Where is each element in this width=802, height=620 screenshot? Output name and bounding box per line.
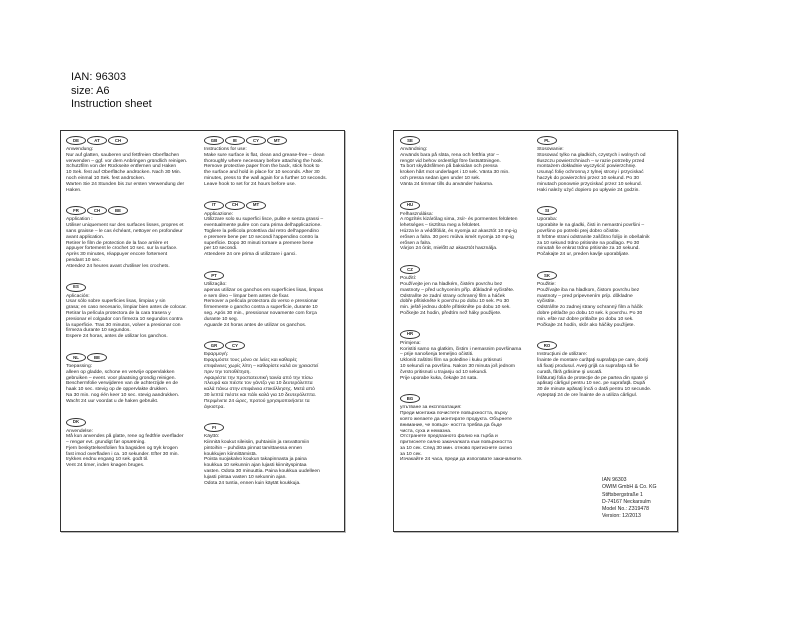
instruction-line: Må kun anvendes på glatte, rene og fedtfrie overflader <box>66 434 184 440</box>
instruction-line: 30 de minute apăsaţi încă o dată pentru 10 secunde. <box>537 387 652 393</box>
instruction-line: Odstraňte ze zadní strany ochranný film a háček <box>400 293 505 299</box>
instruction-line: – prije nanošenja temeljno očistiti. <box>400 352 474 358</box>
instruction-page-right <box>393 130 678 532</box>
instruction-column <box>400 136 538 463</box>
instruction-line: Aşteptaţi 24 de ore înainte de a utiliza cârligul. <box>537 392 638 398</box>
instruction-line: Изчакайте 24 часа, преди да използвате закачалките. <box>400 457 523 463</box>
country-code-badge: SE <box>400 136 420 145</box>
country-code-badge: PL <box>537 136 557 145</box>
instruction-line: Haki należy użyć dopiero po upływie 24 godzin. <box>537 187 640 193</box>
country-code-badge: CH <box>87 206 107 215</box>
section-heading: Käyttö: <box>204 434 220 440</box>
instruction-line: Преди монтажа почистете повърхността, върху <box>400 411 508 417</box>
country-code-badge: IE <box>225 136 245 145</box>
country-badges <box>66 353 204 362</box>
language-section <box>204 201 342 258</box>
paper-size: size: A6 <box>71 84 110 97</box>
instruction-page-left <box>60 130 345 532</box>
instruction-line: Înlăturaţi folia de protecţie de pe partea din spate şi <box>537 375 648 381</box>
instruction-line: minutah še enkrat trdno pritisnite za 10 sekund. <box>537 246 640 252</box>
instruction-line: A rögzítés kizárólag sima, zsír- és pormentes felületen <box>400 217 518 223</box>
instruction-line: Usunąć folię ochronną z tylnej strony i przyciskać <box>537 170 644 176</box>
instruction-line: Utiliser uniquement sur des surfaces lisses, propres et <box>66 223 184 229</box>
country-badges <box>204 136 342 145</box>
country-badges <box>66 418 204 427</box>
country-badges <box>204 341 342 350</box>
country-code-badge: SK <box>537 271 557 280</box>
country-badges <box>537 271 675 280</box>
instruction-line: apenas utilizar os ganchos em superfícies lisas, limpas <box>204 287 324 293</box>
instruction-line: min. ještě jednou dobře přitiskněte po dobu 10 sek. <box>400 305 511 311</box>
country-code-badge: FI <box>204 423 224 432</box>
language-section <box>204 423 342 486</box>
instruction-line: Vent 24 timer, inden knagen bruges. <box>66 463 145 469</box>
instruction-line: S hrbtne strani odstranite zaščitno folijo in obešalnik <box>537 234 650 240</box>
instruction-line: dobře přitiskněte k povrchu po dobu 10 sek. Po 30 <box>400 299 510 305</box>
instruction-line: Húzza le a védőfóliát, és nyomja az akasztót 10 mp-ig <box>400 228 517 234</box>
instruction-line: grasa; en caso necesario, limpiar bien antes de colocar. <box>66 305 187 311</box>
instruction-line: Uporabite le na gladki, čisti in nemastni površini – <box>537 223 645 229</box>
instruction-line: e sem óleo – limpar bem antes de fixar. <box>204 293 290 299</box>
instruction-line: Make sure surface is flat, clean and grease-free – clean <box>204 152 325 158</box>
country-badges <box>537 136 675 145</box>
instruction-line: – rengør evt. grundigt før opsætning. <box>66 440 146 446</box>
country-code-badge: HU <box>400 201 420 210</box>
country-badges <box>204 423 342 432</box>
instruction-line: Används bara på släta, rena och fettfria ytor – <box>400 152 499 158</box>
section-heading: Anvendelse: <box>66 428 93 434</box>
instruction-line: Attendez 24 heures avant d'utiliser les crochets. <box>66 263 170 269</box>
instruction-line: min. ešte raz dobre pritlačte po dobu 10 sek. <box>537 316 634 322</box>
instruction-line: 10 Sek. fest auf Oberfläche andrücken. Nach 30 Min. <box>66 170 181 176</box>
instruction-line: mastnoty – pred pripevnením príp. dôkladne <box>537 293 633 299</box>
instruction-line: Înainte de montare curăţaţi suprafaţa pe care, doriţi <box>537 358 648 364</box>
language-section <box>400 201 538 253</box>
instruction-line: och pressa sedan igen under 10 sek. <box>400 175 481 181</box>
instruction-line: Počakajte 24 ur, preden kavlje uporabljate. <box>537 252 630 258</box>
country-badges <box>537 206 675 215</box>
instruction-column <box>537 136 675 399</box>
instruction-line: Wacht 24 uur voordat u de haken gebruikt. <box>66 398 159 404</box>
section-heading: Stosowanie: <box>537 147 564 152</box>
language-section <box>204 136 342 188</box>
footer-line: Version: 12/2013 <box>602 513 641 520</box>
footer-line: OWIM GmbH & Co. KG <box>602 484 657 491</box>
document-header <box>71 71 152 112</box>
country-code-badge: MT <box>246 201 266 210</box>
instruction-line: apăsaţi cârligul pentru 10 sec. pe suprafaţă. După <box>537 381 645 387</box>
instruction-line: pendant 10 sec. <box>66 257 101 263</box>
instruction-line: durante 10 seg. <box>204 316 238 322</box>
country-badges <box>400 330 538 339</box>
instruction-line: Εφαρμόστε τους μόνο σε λείες και καθαρές <box>204 358 298 364</box>
instruction-line: Togliere la pellicola protettiva dal retro dell'appendino <box>204 228 319 234</box>
instruction-line: seg. Após 30 min., pressionar novamente com força <box>204 310 317 316</box>
instruction-line: Aguarde 24 horas antes de utilizar os ganchos. <box>204 322 307 328</box>
section-heading: Toepassing: <box>66 363 93 369</box>
language-section <box>66 418 204 470</box>
instruction-line: Poista suojakalvo koukun takapinnasta ja paina <box>204 457 307 463</box>
instruction-line: verwenden – ggf. vor dem Anbringen gründlich reinigen. <box>66 158 188 164</box>
instruction-line: minutach ponownie przyciskać przez 10 sekund. <box>537 181 642 187</box>
instruction-line: minutes, press to the wall again for a further 10 seconds. <box>204 175 327 181</box>
footer-line: Stiftsbergstraße 1 <box>602 491 643 498</box>
instruction-line: haak 10 sec. stevig op de oppervlakte drukken. <box>66 387 169 393</box>
manufacturer-info <box>602 477 656 521</box>
instruction-line: noch einmal 10 Sek. fest andrücken. <box>66 175 146 181</box>
instruction-line: appuyer fortement le crochet 10 sec. sur la surface. <box>66 246 178 252</box>
instruction-line: curată, fără grăsime şi uscată. <box>537 369 603 375</box>
instruction-line: 30 λεπτά πιέστε και πάλι καλά για 10 δευτερόλεπτα. <box>204 392 317 398</box>
instruction-line: Après 30 minutes, réappuyer encore fortement <box>66 252 168 258</box>
instruction-line: Utilizzare solo su superfici lisce, pulite e senza grassi – <box>204 217 324 223</box>
ian-number: IAN: 96303 <box>71 71 127 83</box>
instruction-line: Odota 24 tuntia, ennen kuin käytät koukkuja. <box>204 480 301 486</box>
instruction-line: mastnoty – před uchycením příp. důkladně vyčistěte. <box>400 287 515 293</box>
language-section <box>204 271 342 328</box>
instruction-line: per 10 secondi. <box>204 246 238 252</box>
instruction-line: za 10 sekund trdno pritisnite na podlago. Po 30 <box>537 240 640 246</box>
instruction-line: Usar sólo sobre superficies lisas, limpias y sin <box>66 299 166 305</box>
language-section <box>537 271 675 328</box>
instruction-line: čvrsto pritisnuti u trajanju od 10 sekundi. <box>400 369 488 375</box>
section-heading: Felhasználása: <box>400 211 433 217</box>
country-badges <box>400 201 538 210</box>
instruction-line: erősen a falra. 30 perc múlva ismét nyomja 10 mp-ig <box>400 234 514 240</box>
instruction-line: πριν την τοποθέτηση. <box>204 369 251 375</box>
instruction-line: Odstráňte zo zadnej strany ochranný film a háčik <box>537 305 643 311</box>
language-section <box>66 136 204 193</box>
country-code-badge: BE <box>108 206 128 215</box>
footer-line: IAN 96303 <box>602 477 627 483</box>
instruction-line: Vänta 24 timmar tills du använder hakarna. <box>400 181 494 187</box>
country-code-badge: PT <box>204 271 224 280</box>
instruction-line: Ta bort skyddsfilmen på baksidan och pressa <box>400 164 498 170</box>
country-code-badge: GB <box>204 136 224 145</box>
document-title: Instruction sheet <box>71 98 152 110</box>
country-code-badge: AT <box>87 136 107 145</box>
instruction-line: Kiinnitä koukut sileisiin, puhtaisiin ja rasvattomiin <box>204 440 310 446</box>
section-heading: упътване за експлоатация: <box>400 405 462 411</box>
country-badges <box>400 265 538 274</box>
instruction-line: superficie. Dopo 30 minuti tornare a premere bene <box>204 240 314 246</box>
country-badges <box>537 341 675 350</box>
instruction-line: haczyk do powierzchni przez 10 sekund. Po 30 <box>537 175 639 181</box>
instruction-line: erősen a falra. <box>400 240 432 246</box>
instruction-line: avant application. <box>66 234 105 240</box>
language-section <box>204 341 342 410</box>
instruction-line: Leave hook to set for 24 hours before use. <box>204 181 296 187</box>
instruction-line: Attendere 24 ore prima di utilizzare i ganci. <box>204 252 297 258</box>
instruction-line: gebruiken – event. voor plaatsing grondig reinigen. <box>66 375 176 381</box>
instruction-column <box>66 136 204 469</box>
instruction-line: чиста, суха и немазна. <box>400 428 452 434</box>
section-heading: Utilização: <box>204 281 227 287</box>
instruction-line: Koristiti samo na glatkim, čistim i nemasnim površinama <box>400 346 522 352</box>
instruction-line: Fjern beskyttelsesfolien fra bagsiden og tryk krogen <box>66 445 178 451</box>
language-section <box>400 265 538 317</box>
section-heading: Primjena: <box>400 340 421 346</box>
instruction-line: άγκιστρα. <box>204 404 225 410</box>
country-code-badge: CY <box>246 136 266 145</box>
instruction-line: Warten Sie 24 Stunden bis zur ersten Verwendung der <box>66 181 185 187</box>
instruction-line: fast imod overfladen i ca. 10 sekunder. Efter 30 min. <box>66 451 179 457</box>
instruction-line: Ukloniti zaštitni film sa poleđine i kuku pritisnuti <box>400 358 502 364</box>
language-section <box>537 136 675 193</box>
language-section <box>537 341 675 398</box>
footer-line: Model No.: Z319478 <box>602 506 650 513</box>
instruction-line: pintoihin – puhdista pinnat tarvittaessa ennen <box>204 445 303 451</box>
country-code-badge: FR <box>66 206 86 215</box>
instruction-line: Stosować tylko na gładkich, czystych i wolnych od <box>537 152 646 158</box>
country-badges <box>400 136 538 145</box>
country-badges <box>66 136 204 145</box>
country-code-badge: GR <box>204 341 224 350</box>
country-code-badge: BE <box>87 353 107 362</box>
language-section <box>537 206 675 258</box>
instruction-line: επιφάνειες χωρίς λίπη – καθαρίστε καλά αν χρειαστεί <box>204 363 319 369</box>
instruction-line: montażem dokładnie wyczyścić powierzchnię. <box>537 164 637 170</box>
instruction-line: за 10 сек. След 30 мин. отново притиснете силно <box>400 445 513 451</box>
instruction-line: rengör vid behov ordentligt före fastsättningen. <box>400 158 501 164</box>
instruction-line: firmeza durante 10 segundos. <box>66 328 131 334</box>
instruction-line: firmemente o gancho contra a superfície, durante 10 <box>204 305 318 311</box>
section-heading: Εφαρμογή: <box>204 352 229 358</box>
instruction-line: Retirar la película protectora de la cara trasera y <box>66 310 171 316</box>
instruction-line: dobre pritlačte po dobu 10 sek. k povrchu. Po 30 <box>537 310 643 316</box>
instruction-line: e premere bene per 10 secondi l'appendino contro la <box>204 234 319 240</box>
instruction-line: površino po potrebi prej dobro očistite. <box>537 228 620 234</box>
instruction-line: Espere 24 horas, antes de utilizar los ganchos. <box>66 334 168 340</box>
country-code-badge: IT <box>204 201 224 210</box>
instruction-line: alleen op gladde, schone en vetvrije oppervlakken <box>66 369 175 375</box>
instruction-line: за 10 сек. <box>400 451 422 457</box>
instruction-line: Várjon 24 órát, mielőtt az akasztót használja. <box>400 246 498 252</box>
section-heading: Application : <box>66 217 93 223</box>
country-code-badge: CH <box>225 201 245 210</box>
instruction-line: Retirer le film de protection de la face arrière et <box>66 240 168 246</box>
instruction-line: lujasti pintaa vasten 10 sekunnin ajan. <box>204 474 287 480</box>
instruction-line: eventualmente pulire con cura prima dell'applicazione. <box>204 223 322 229</box>
section-heading: Uporaba: <box>537 217 558 223</box>
country-code-badge: SI <box>537 206 557 215</box>
instruction-line: καλά πάνω στην επιφάνεια επικόλλησης. Μετά από <box>204 387 315 393</box>
section-heading: Användning: <box>400 147 428 152</box>
country-code-badge: MT <box>267 136 287 145</box>
instruction-line: Počkejte 24 hodin, předtím než háky použijete. <box>400 310 502 316</box>
instruction-line: kroken hårt mot underlaget i 10 sek. Vänta 30 min. <box>400 170 510 176</box>
instruction-line: presionar el colgador con firmeza 10 segundos contra <box>66 316 183 322</box>
instruction-line: koukkujen kiinnittämistä. <box>204 451 258 457</box>
instruction-line: the surface and hold in place for 10 seconds. After 30 <box>204 170 320 176</box>
instruction-line: Αφαιρέστε την προστατευτική ταινία από την πίσω <box>204 375 313 381</box>
language-section <box>400 330 538 382</box>
instruction-line: să fixaţi produsul. Aveţi grijă ca suprafaţa să fie <box>537 363 639 369</box>
instruction-line: Schutzfilm von der Rückseite entfernen und Haken <box>66 164 177 170</box>
country-code-badge: DK <box>66 418 86 427</box>
instruction-line: 10 sekundi na površinu. Nakon 30 minuta još jednom <box>400 363 515 369</box>
country-code-badge: CY <box>225 341 245 350</box>
instruction-line: Remover a película protectora do verso e pressionar <box>204 299 318 305</box>
instruction-line: Περιμένετε 24 ώρες, προτού χρησιμοποιήσετε τα <box>204 398 310 404</box>
instruction-line: Beschermfolie verwijderen van de achterzijde en de <box>66 381 179 387</box>
instruction-line: внимание, че повърх- ността трябва да бъде <box>400 422 503 428</box>
instruction-line: tłuszczu powierzchniach – w razie potrzeby przed <box>537 158 645 164</box>
language-section <box>400 394 538 463</box>
country-code-badge: HR <box>400 330 420 339</box>
instruction-line: Remove protective paper from the back, stick hook to <box>204 164 320 170</box>
instruction-line: Počkajte 24 hodín, skôr ako háčiky použijete. <box>537 322 635 328</box>
instruction-line: la superficie. Tras 30 minutos, volver a presionar con <box>66 322 181 328</box>
country-code-badge: DE <box>66 136 86 145</box>
instruction-line: sans graisse – le cas échéant, nettoyer en profondeur <box>66 228 183 234</box>
country-code-badge: CH <box>108 136 128 145</box>
section-heading: Anwendung: <box>66 147 94 152</box>
instruction-line: Na 30 min. nog één keer 10 sec. stevig aandrukken. <box>66 392 180 398</box>
instruction-line: Nur auf glatten, sauberen und fettfreien Oberflächen <box>66 152 180 158</box>
section-heading: Použitie: <box>537 281 556 287</box>
instruction-line: Používajte iba na hladkom, čistom povrchu bez <box>537 287 640 293</box>
country-badges <box>66 206 204 215</box>
section-heading: Applicazione: <box>204 211 234 217</box>
country-badges <box>66 283 204 292</box>
country-code-badge: NL <box>66 353 86 362</box>
section-heading: Aplicación: <box>66 293 90 299</box>
section-heading: Instrucţiuni de utilizare: <box>537 352 588 358</box>
country-badges <box>204 271 342 280</box>
instruction-line: πλευρά και πιέστε τον γάντζο για 10 δευτερόλεπτα <box>204 381 313 387</box>
country-badges <box>204 201 342 210</box>
instruction-line: thoroughly where necessary before attaching the hook. <box>204 158 324 164</box>
country-code-badge: RO <box>537 341 557 350</box>
country-code-badge: CZ <box>400 265 420 274</box>
instruction-line: Отстранете предпазното фолио на гърба и <box>400 434 498 440</box>
language-section <box>66 283 204 340</box>
instruction-column <box>204 136 342 486</box>
instruction-line: Haken. <box>66 187 82 193</box>
country-code-badge: ES <box>66 283 86 292</box>
country-badges <box>400 394 538 403</box>
section-heading: Instructions for use: <box>204 147 247 152</box>
instruction-line: vasten. Odota 30 minuuttia. Paina koukkua uudelleen <box>204 469 320 475</box>
language-section <box>66 206 204 269</box>
instruction-line: trykkes endnu engang 10 sek. godt til. <box>66 457 149 463</box>
instruction-line: lehetséges – tisztítsa meg a felületet. <box>400 223 481 229</box>
country-code-badge: BG <box>400 394 420 403</box>
instruction-line: която желаете да монтирате продукта. Обърнете <box>400 416 512 422</box>
language-section <box>400 136 538 188</box>
instruction-line: Prije uporabe kuka, čekajte 24 sata. <box>400 375 478 381</box>
instruction-line: притиснете силно закачалката към повърхността <box>400 440 512 446</box>
instruction-line: Používejte jen na hladkém, čistém povrchu bez <box>400 281 503 287</box>
instruction-line: koukkua 10 sekunnin ajan lujasti kiinnityspintaa <box>204 463 307 469</box>
instruction-line: vyčistite. <box>537 299 556 305</box>
language-section <box>66 353 204 405</box>
footer-line: D-74167 Neckarsulm <box>602 498 651 505</box>
section-heading: Použití: <box>400 276 417 282</box>
